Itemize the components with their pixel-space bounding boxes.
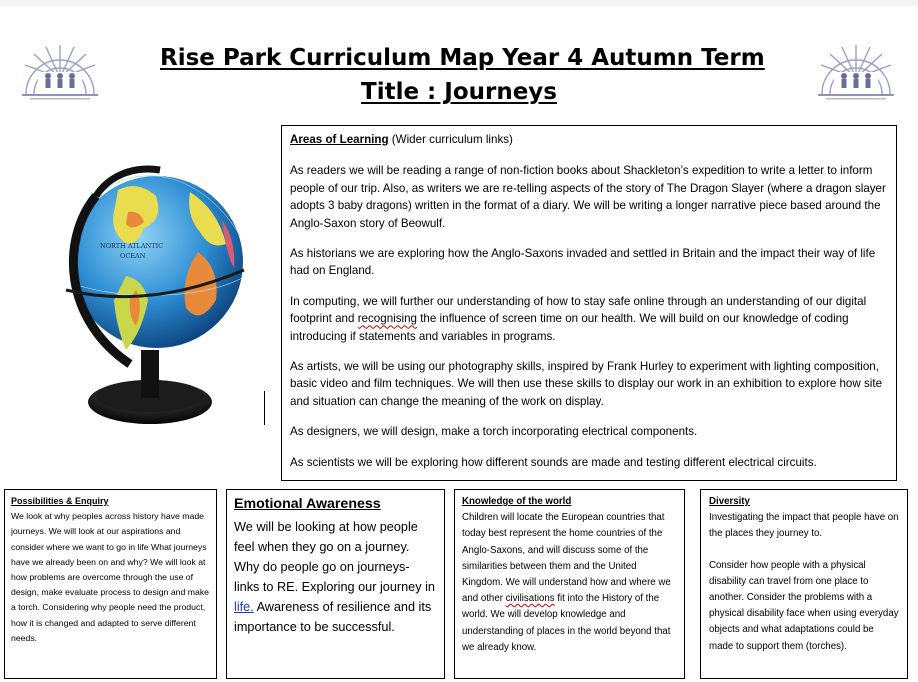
diversity-paragraph-1: Investigating the impact that people have on the places they journey to. (709, 512, 899, 540)
emotional-text: Awareness of resilience and its importance to be successful. (234, 600, 432, 634)
emotional-body (234, 517, 437, 637)
areas-paragraph-design: As designers, we will design, make a torch incorporating electrical components. (290, 425, 698, 439)
top-strip (0, 0, 918, 6)
emotional-link-text: life. (234, 600, 254, 614)
page-subtitle: Title : Journeys (361, 79, 557, 105)
possibilities-heading: Possibilities & Enquiry (11, 496, 109, 506)
areas-of-learning-box (281, 125, 897, 481)
computing-text: the influence of screen time on our health. We will build on our knowledge of coding introducing if statements and variables in programs. (290, 312, 849, 343)
areas-paragraph-computing (290, 293, 887, 345)
school-logo-icon (16, 42, 104, 106)
knowledge-body (462, 510, 677, 656)
areas-paragraph-history: As historians we are exploring how the Anglo-Saxons invaded and settled in Britain and the impact their way of life had on England. (290, 247, 876, 278)
areas-paragraph-reading: As readers we will be reading a range of non-fiction books about Shackleton’s expedition to write a letter to inform people of our trip. Also, as writers we are re-telling aspects of the story of The Dragon Slayer (where a dragon slayer adopts 3 baby dragons) written in the format of a diary. We will be writing a longer narrative piece based around the Anglo-Saxon story of Beowulf. (290, 164, 886, 230)
diversity-paragraph-2: Consider how people with a physical disability can travel from one place to another. Consider the problems with a physical disability face when using everyday objects and what adaptations could be made to support them (torches). (709, 559, 899, 652)
globe-image (40, 150, 250, 430)
emotional-awareness-box (226, 489, 445, 679)
areas-heading-line (290, 131, 887, 148)
knowledge-text: fit into the History of the world. We will develop knowledge and understanding of places in the world beyond that we already know. (462, 593, 671, 653)
text-cursor (264, 391, 265, 425)
areas-heading: Areas of Learning (290, 133, 389, 146)
computing-text: In computing, we will further our understanding of how to stay safe online through an understanding of our digital footprint and (290, 294, 867, 326)
svg-text:NORTH ATLANTIC: NORTH ATLANTIC (100, 242, 164, 250)
possibilities-enquiry-box (4, 489, 217, 679)
knowledge-text: Children will locate the European countries that today best represent the home countries of the Anglo-Saxons, and will discuss some of the similarities between them and the United Kingdom. We will understand how and where we and other (462, 512, 671, 605)
diversity-box (700, 489, 908, 679)
knowledge-of-world-box (454, 489, 685, 679)
spelling-flag: recognising (357, 312, 417, 326)
areas-paragraph-art: As artists, we will be using our photography skills, inspired by Frank Hurley to experiment with lighting composition, basic video and film techniques. We will then use these skills to display our work in an exhibition to explore how site and situation can change the meaning of the work on display. (290, 360, 883, 408)
knowledge-heading: Knowledge of the world (462, 496, 572, 507)
areas-paragraph-science: As scientists we will be exploring how different sounds are made and testing different electrical circuits. (290, 455, 817, 469)
diversity-heading: Diversity (709, 496, 750, 507)
svg-text:OCEAN: OCEAN (120, 252, 146, 260)
emotional-text: We will be looking at how people feel when they go on a journey. Why do people go on journeys- links to RE. Exploring our journey in (234, 520, 435, 594)
school-logo-icon (812, 42, 900, 106)
emotional-heading: Emotional Awareness (234, 496, 381, 512)
areas-heading-suffix: (Wider curriculum links) (388, 133, 513, 146)
spelling-flag: civilisations (505, 593, 555, 605)
possibilities-body: We look at why peoples across history have made journeys. We will look at our aspirations and consider where we want to go in life What journeys have we already been on and why? We will look at how problems are overcome through the use of design, make evaluate process to design and make a torch. Considering why people need the product, how it is changed and adapted to serve different needs. (11, 511, 210, 643)
page-title: Rise Park Curriculum Map Year 4 Autumn Term (160, 45, 765, 71)
